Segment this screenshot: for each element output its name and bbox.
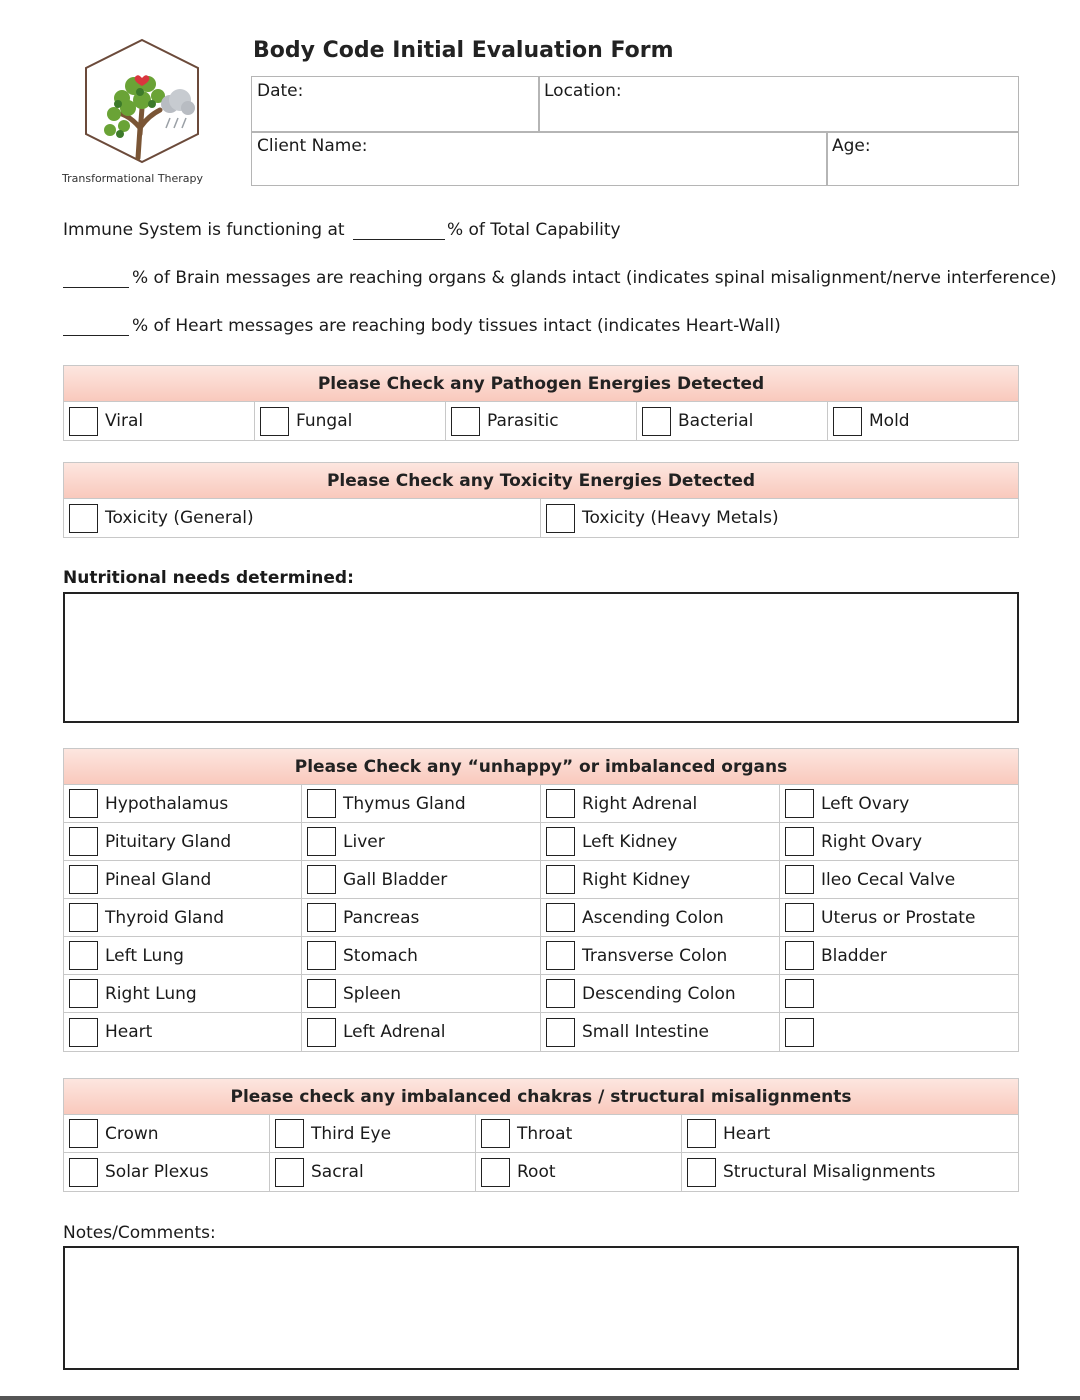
brain-statement <box>63 268 1057 288</box>
checkbox[interactable] <box>687 1158 716 1187</box>
checkbox[interactable] <box>307 827 336 856</box>
checkbox-label: Bladder <box>821 945 887 966</box>
checkbox-item[interactable] <box>270 1153 476 1191</box>
checkbox[interactable] <box>785 979 814 1008</box>
checkbox-item[interactable] <box>302 785 541 822</box>
checkbox-item[interactable] <box>541 937 780 974</box>
page-bottom-rule <box>0 1396 1080 1400</box>
client-name-label: Client Name: <box>257 136 368 156</box>
checkbox[interactable] <box>307 865 336 894</box>
checkbox[interactable] <box>785 941 814 970</box>
form-title: Body Code Initial Evaluation Form <box>253 38 674 63</box>
checkbox-item[interactable] <box>828 402 1018 440</box>
checkbox[interactable] <box>69 941 98 970</box>
checkbox-item[interactable] <box>541 823 780 860</box>
checkbox-label: Liver <box>343 831 385 852</box>
heart-percent-blank[interactable] <box>63 318 129 336</box>
checkbox-item[interactable] <box>255 402 446 440</box>
heart-text: % of Heart messages are reaching body tissues intact (indicates Heart-Wall) <box>132 316 781 336</box>
checkbox-item[interactable] <box>780 899 1018 936</box>
checkbox-item[interactable] <box>64 899 302 936</box>
checkbox[interactable] <box>785 865 814 894</box>
checkbox-item[interactable] <box>780 861 1018 898</box>
notes-label: Notes/Comments: <box>63 1223 216 1243</box>
date-field[interactable] <box>252 77 538 131</box>
checkbox-label: Toxicity (General) <box>105 508 254 528</box>
immune-percent-blank[interactable] <box>353 222 445 240</box>
checkbox[interactable] <box>481 1119 510 1148</box>
checkbox[interactable] <box>687 1119 716 1148</box>
checkbox-label: Small Intestine <box>582 1022 710 1042</box>
immune-text-after: % of Total Capability <box>446 220 621 240</box>
checkbox[interactable] <box>546 827 575 856</box>
checkbox[interactable] <box>307 941 336 970</box>
checkbox-label: Heart <box>105 1022 153 1042</box>
checkbox[interactable] <box>785 903 814 932</box>
checkbox-item[interactable] <box>476 1153 682 1191</box>
checkbox-item[interactable] <box>64 499 541 537</box>
tree-logo-icon <box>62 38 222 188</box>
checkbox[interactable] <box>69 504 98 533</box>
checkbox-item[interactable] <box>302 1013 541 1051</box>
age-field[interactable] <box>827 132 1017 185</box>
checkbox[interactable] <box>275 1158 304 1187</box>
checkbox-item[interactable] <box>541 1013 780 1051</box>
checkbox[interactable] <box>69 1158 98 1187</box>
toxicity-section <box>63 462 1019 538</box>
checkbox-item[interactable] <box>541 499 1018 537</box>
checkbox-label: Bacterial <box>678 411 754 431</box>
date-label: Date: <box>257 81 304 101</box>
logo-caption: Transformational Therapy <box>62 172 204 185</box>
checkbox[interactable] <box>260 407 289 436</box>
checkbox-label: Ascending Colon <box>582 907 724 928</box>
checkbox-label: Uterus or Prostate <box>821 907 976 928</box>
pathogen-section <box>63 365 1019 441</box>
checkbox-item[interactable] <box>541 975 780 1012</box>
checkbox-item[interactable] <box>682 1115 1018 1152</box>
checkbox-label: Third Eye <box>311 1123 392 1144</box>
checkbox-label: Parasitic <box>487 411 559 431</box>
checkbox-label: Thymus Gland <box>343 793 466 814</box>
location-label: Location: <box>544 81 622 101</box>
checkbox[interactable] <box>69 979 98 1008</box>
checkbox-label: Descending Colon <box>582 983 736 1004</box>
checkbox-item[interactable] <box>541 899 780 936</box>
checkbox-label: Solar Plexus <box>105 1162 209 1182</box>
checkbox-item[interactable] <box>64 823 302 860</box>
checkbox-label: Fungal <box>296 411 353 431</box>
organs-header: Please Check any “unhappy” or imbalanced organs <box>64 749 1018 785</box>
checkbox-label: Pineal Gland <box>105 869 212 890</box>
checkbox-item[interactable] <box>780 975 1018 1012</box>
brain-percent-blank[interactable] <box>63 270 129 288</box>
checkbox-item[interactable] <box>302 899 541 936</box>
checkbox-item[interactable] <box>64 1013 302 1051</box>
heart-statement <box>63 316 781 336</box>
checkbox-item[interactable] <box>637 402 828 440</box>
checkbox-item[interactable] <box>64 861 302 898</box>
checkbox[interactable] <box>69 827 98 856</box>
age-label: Age: <box>832 136 871 156</box>
brain-text: % of Brain messages are reaching organs & glands intact (indicates spinal misalignment/nerve interference) <box>132 268 1057 288</box>
checkbox-label: Structural Misalignments <box>723 1162 936 1182</box>
checkbox-label: Ileo Cecal Valve <box>821 869 956 890</box>
client-name-field[interactable] <box>252 132 826 185</box>
checkbox-label: Viral <box>105 411 144 431</box>
checkbox-item[interactable] <box>476 1115 682 1152</box>
checkbox-item[interactable] <box>302 937 541 974</box>
checkbox[interactable] <box>785 789 814 818</box>
checkbox-label: Spleen <box>343 983 401 1004</box>
checkbox[interactable] <box>546 789 575 818</box>
checkbox-item[interactable] <box>302 861 541 898</box>
checkbox-label: Throat <box>517 1123 573 1144</box>
checkbox-label: Right Kidney <box>582 869 691 890</box>
checkbox[interactable] <box>307 903 336 932</box>
checkbox-item[interactable] <box>780 937 1018 974</box>
checkbox[interactable] <box>69 1018 98 1047</box>
checkbox[interactable] <box>69 1119 98 1148</box>
checkbox-item[interactable] <box>302 823 541 860</box>
checkbox-label: Left Ovary <box>821 793 910 814</box>
checkbox[interactable] <box>546 865 575 894</box>
immune-text-before: Immune System is functioning at <box>63 220 345 240</box>
checkbox[interactable] <box>546 903 575 932</box>
checkbox-item[interactable] <box>64 1115 270 1152</box>
checkbox[interactable] <box>69 865 98 894</box>
checkbox-label: Crown <box>105 1123 159 1144</box>
pathogen-header: Please Check any Pathogen Energies Detected <box>64 366 1018 402</box>
checkbox-label: Pancreas <box>343 907 420 928</box>
checkbox[interactable] <box>307 789 336 818</box>
chakras-header: Please check any imbalanced chakras / structural misalignments <box>64 1079 1018 1115</box>
checkbox[interactable] <box>69 407 98 436</box>
checkbox[interactable] <box>785 827 814 856</box>
checkbox-item[interactable] <box>270 1115 476 1152</box>
checkbox-label: Transverse Colon <box>582 945 728 966</box>
checkbox-label: Heart <box>723 1123 771 1144</box>
location-field[interactable] <box>539 77 1017 131</box>
checkbox-label: Left Adrenal <box>343 1022 446 1042</box>
checkbox[interactable] <box>275 1119 304 1148</box>
checkbox-label: Pituitary Gland <box>105 831 232 852</box>
checkbox[interactable] <box>451 407 480 436</box>
checkbox[interactable] <box>833 407 862 436</box>
nutrition-label: Nutritional needs determined: <box>63 568 354 588</box>
checkbox-item[interactable] <box>302 975 541 1012</box>
checkbox-item[interactable] <box>64 937 302 974</box>
checkbox-item[interactable] <box>64 402 255 440</box>
checkbox-item[interactable] <box>682 1153 1018 1191</box>
checkbox-item[interactable] <box>541 861 780 898</box>
checkbox[interactable] <box>546 979 575 1008</box>
checkbox-label: Thyroid Gland <box>105 907 225 928</box>
checkbox-item[interactable] <box>780 1013 1018 1051</box>
client-info-box <box>251 76 1019 186</box>
checkbox-label: Right Lung <box>105 983 197 1004</box>
checkbox-label: Root <box>517 1162 556 1182</box>
checkbox[interactable] <box>307 979 336 1008</box>
checkbox[interactable] <box>546 504 575 533</box>
checkbox-label: Mold <box>869 411 910 431</box>
checkbox-label: Left Lung <box>105 945 184 966</box>
checkbox-item[interactable] <box>780 823 1018 860</box>
checkbox-label: Toxicity (Heavy Metals) <box>582 508 779 528</box>
checkbox[interactable] <box>785 1018 814 1047</box>
toxicity-header: Please Check any Toxicity Energies Detected <box>64 463 1018 499</box>
checkbox[interactable] <box>546 941 575 970</box>
checkbox-item[interactable] <box>541 785 780 822</box>
notes-textarea[interactable] <box>63 1246 1019 1370</box>
organs-section <box>63 748 1019 1052</box>
checkbox-item[interactable] <box>64 975 302 1012</box>
checkbox[interactable] <box>481 1158 510 1187</box>
chakras-section <box>63 1078 1019 1192</box>
checkbox[interactable] <box>69 789 98 818</box>
checkbox[interactable] <box>546 1018 575 1047</box>
checkbox-item[interactable] <box>64 785 302 822</box>
checkbox[interactable] <box>642 407 671 436</box>
checkbox-label: Left Kidney <box>582 831 678 852</box>
immune-statement <box>63 220 621 240</box>
checkbox-label: Sacral <box>311 1162 364 1182</box>
checkbox-item[interactable] <box>64 1153 270 1191</box>
nutrition-textarea[interactable] <box>63 592 1019 723</box>
checkbox-item[interactable] <box>446 402 637 440</box>
checkbox-label: Right Ovary <box>821 831 923 852</box>
checkbox-label: Gall Bladder <box>343 869 448 890</box>
checkbox-label: Stomach <box>343 945 418 966</box>
checkbox-label: Hypothalamus <box>105 793 229 814</box>
checkbox[interactable] <box>307 1018 336 1047</box>
checkbox-item[interactable] <box>780 785 1018 822</box>
checkbox[interactable] <box>69 903 98 932</box>
checkbox-label: Right Adrenal <box>582 793 698 814</box>
